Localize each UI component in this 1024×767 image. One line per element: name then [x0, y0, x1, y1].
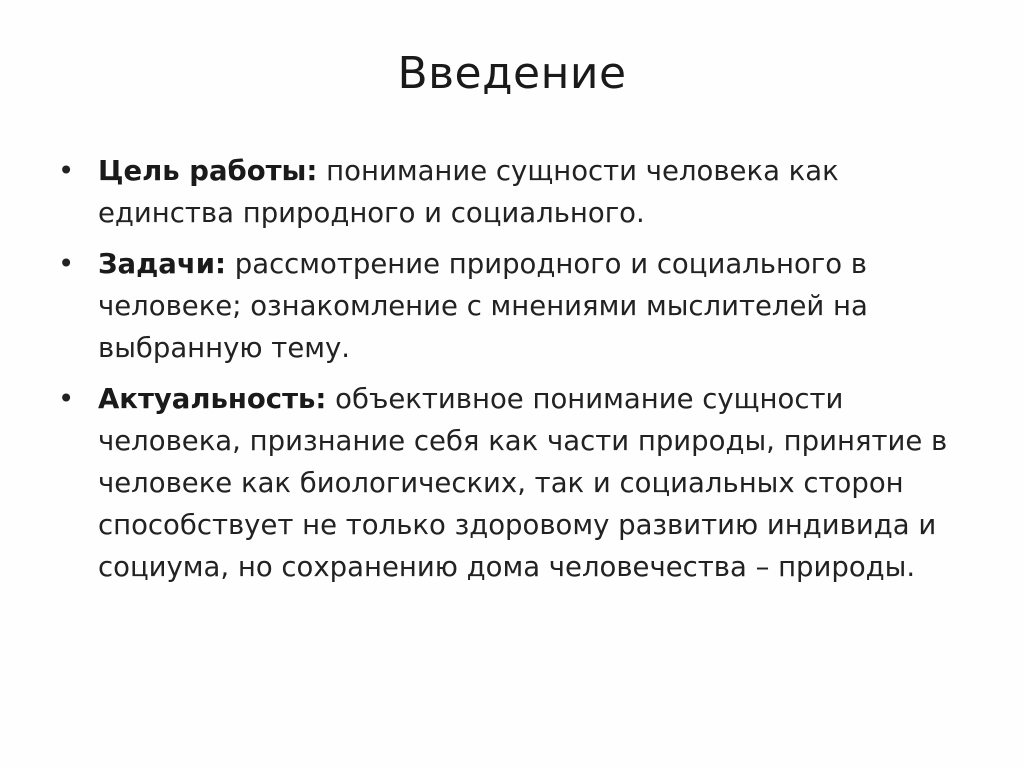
- bullet-term: Актуальность:: [98, 383, 327, 415]
- bullet-icon: •: [58, 383, 75, 415]
- bullet-icon: •: [58, 248, 75, 280]
- bullet-term: Цель работы:: [98, 155, 318, 187]
- bullet-text: понимание сущности человека как единства природного и социального.: [98, 155, 839, 229]
- bullet-term: Задачи:: [98, 248, 227, 280]
- bullet-icon: •: [58, 155, 75, 187]
- bullet-list: [58, 150, 958, 597]
- bullet-text: рассмотрение природного и социального в человеке; ознакомление с мнениями мыслителей на выбранную тему.: [98, 248, 868, 364]
- bullet-text: объективное понимание сущности человека, признание себя как части природы, принятие в человеке как биологических, так и социальных сторон способствует не только здоровому развитию индивида и социума, но сохранению дома человечества – природы.: [98, 383, 948, 583]
- bullet-item-relevance: [58, 378, 958, 588]
- slide-title: Введение: [397, 48, 627, 99]
- bullet-item-tasks: [58, 243, 958, 369]
- bullet-item-goal: [58, 150, 958, 234]
